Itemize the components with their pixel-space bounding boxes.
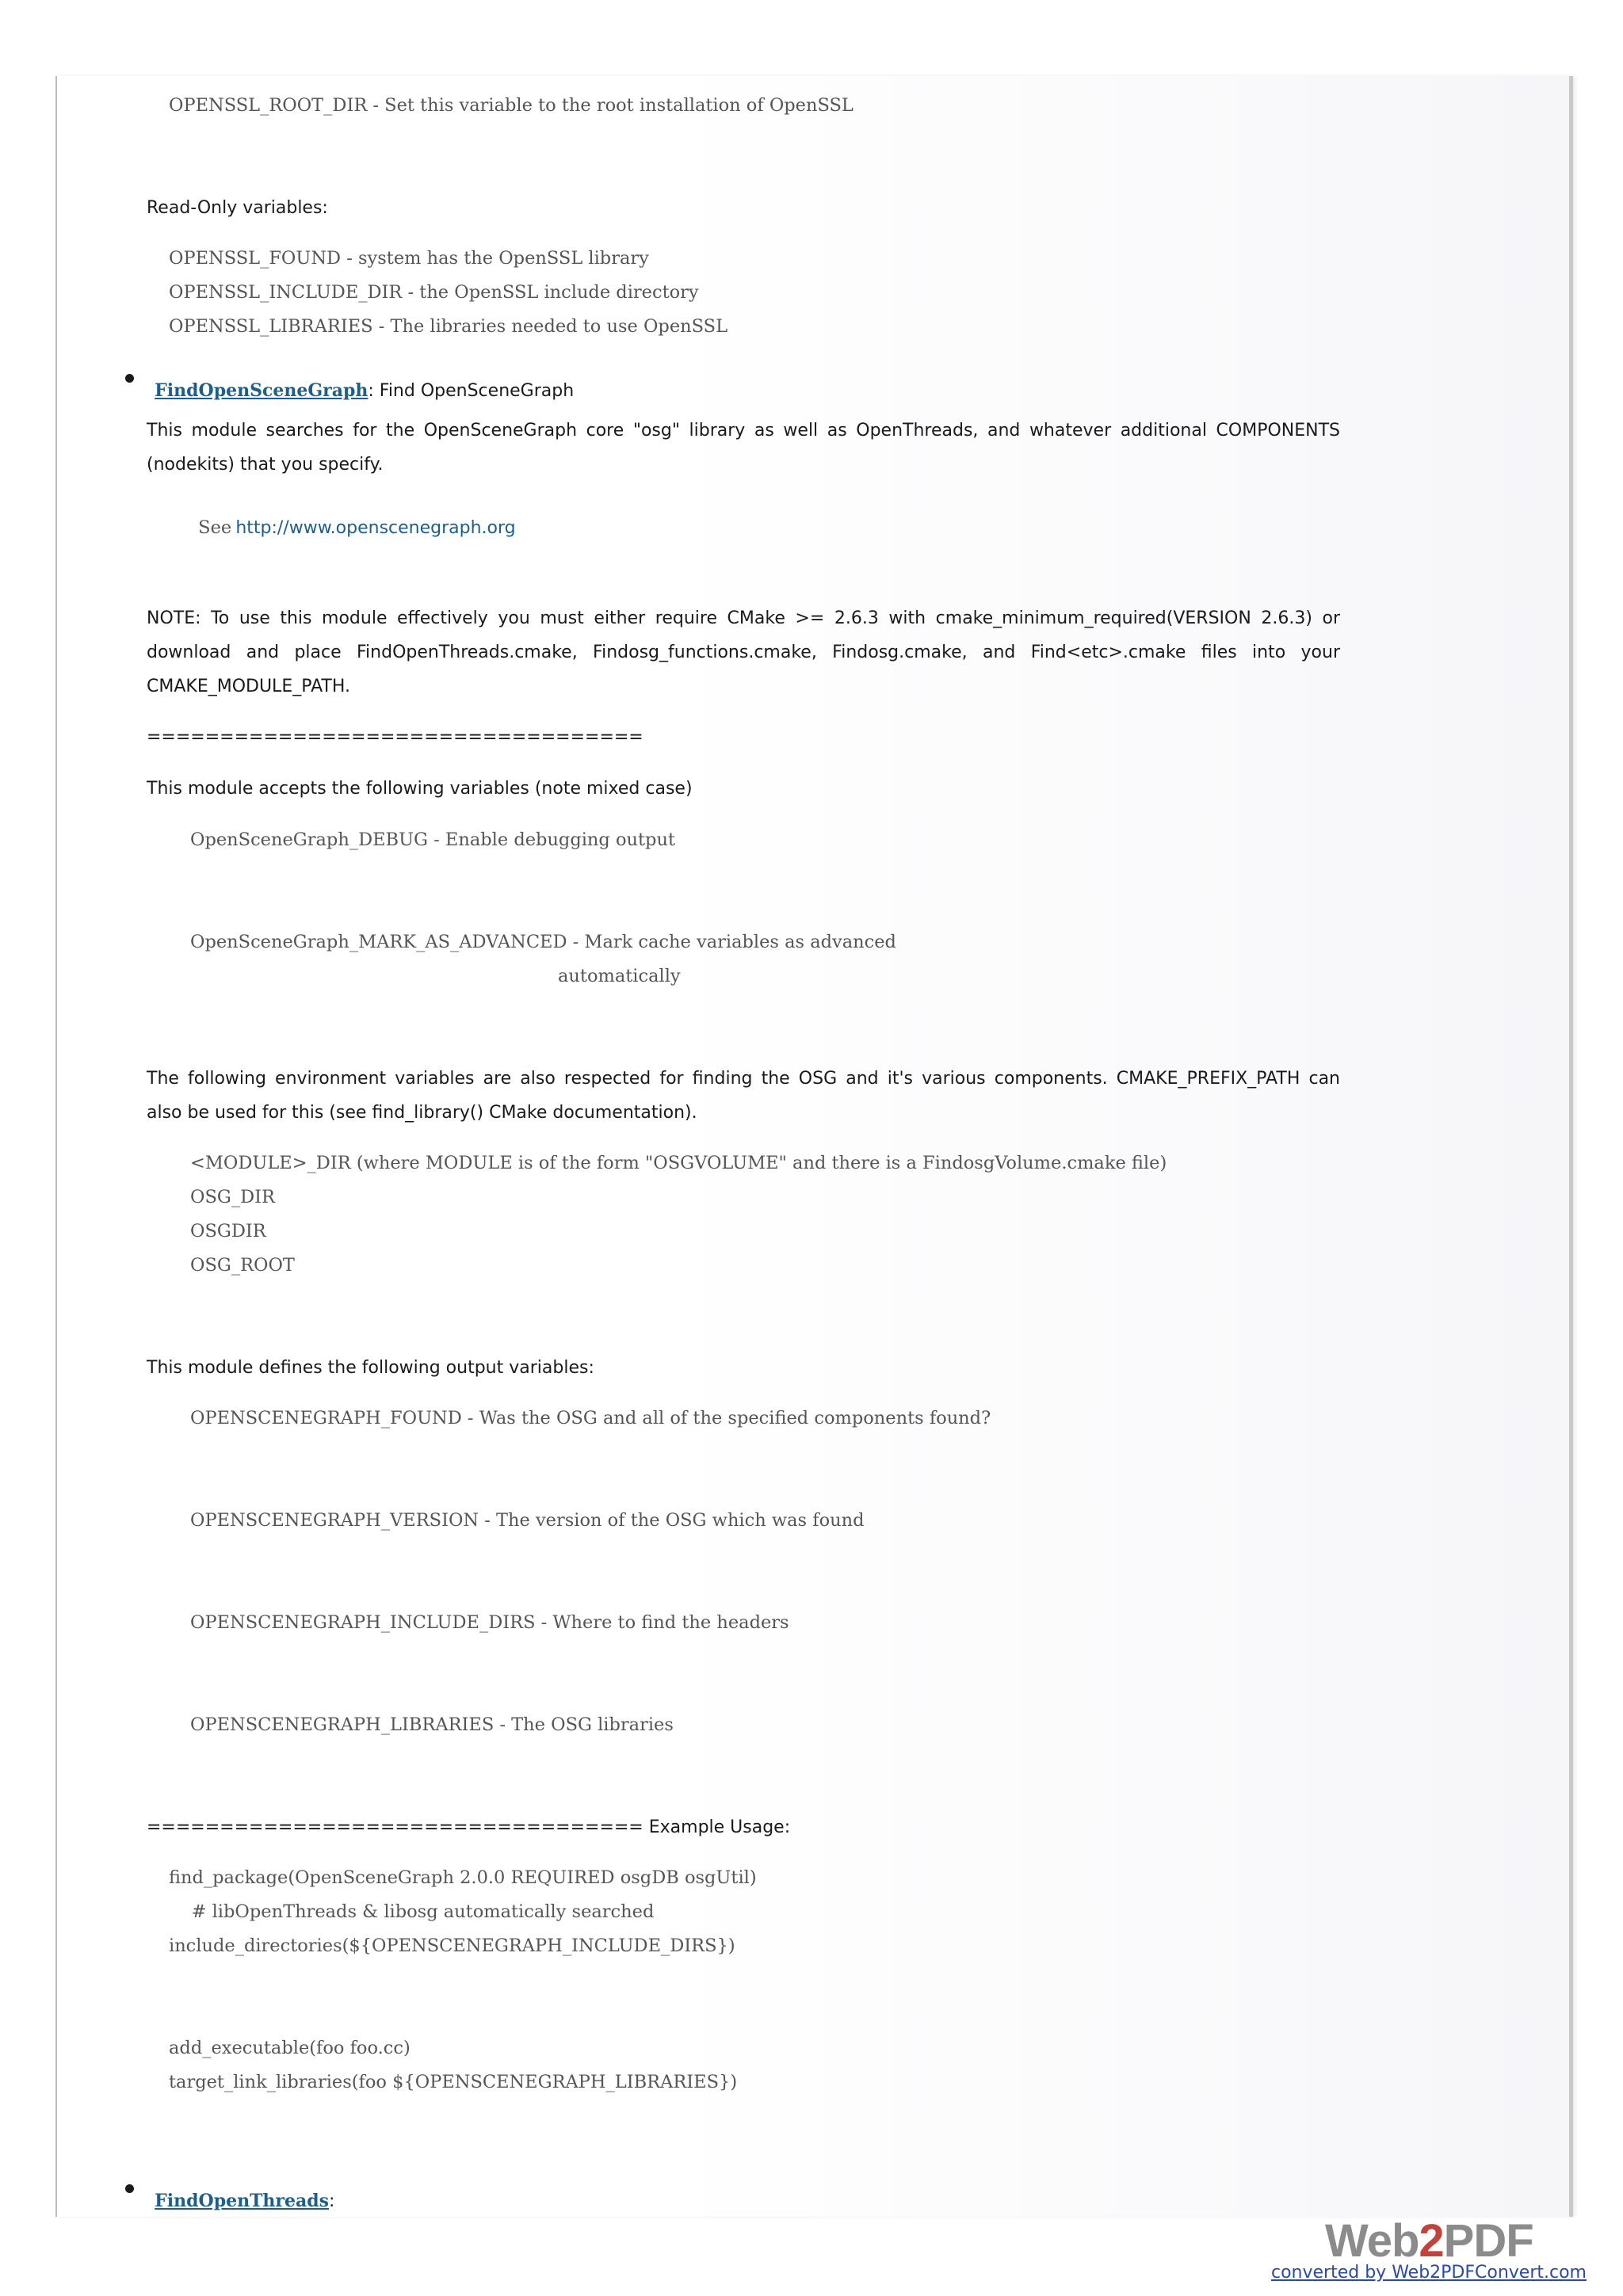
module-link-findopenscenegraph[interactable]: FindOpenSceneGraph — [155, 380, 369, 401]
env-var-item: <MODULE>_DIR (where MODULE is of the form "OSGVOLUME" and there is a FindosgVolume.cmake file) — [190, 1153, 1167, 1173]
logo-two-text: 2 — [1419, 2215, 1444, 2267]
logo-web-text: Web — [1325, 2215, 1419, 2267]
output-libraries-line: OPENSCENEGRAPH_LIBRARIES - The OSG libraries — [190, 1714, 674, 1735]
web2pdf-convert-link[interactable]: converted by Web2PDFConvert.com — [1271, 2263, 1587, 2283]
example-usage-heading: ================================== Example Usage: — [147, 1817, 791, 1837]
see-label: See — [198, 517, 232, 538]
accepts-heading: This module accepts the following variables (note mixed case) — [147, 779, 693, 799]
defines-heading: This module defines the following output variables: — [147, 1358, 594, 1378]
env-var-item: OSGDIR — [190, 1221, 266, 1241]
module-heading-openthreads — [147, 2180, 334, 2210]
module-link-findopenthreads[interactable]: FindOpenThreads — [155, 2191, 330, 2211]
logo-pdf-text: PDF — [1443, 2215, 1533, 2267]
code-line: include_directories(${OPENSCENEGRAPH_INCLUDE_DIRS}) — [169, 1936, 735, 1956]
env-var-item: OSG_DIR — [190, 1187, 275, 1207]
note-line-2: download and place FindOpenThreads.cmake, Findosg_functions.cmake, Findosg.cmake, and Find<etc>.cmake files into your — [147, 643, 1340, 662]
separator-line: ================================== — [147, 727, 643, 747]
intro-line-2: (nodekits) that you specify. — [147, 455, 384, 475]
mark-advanced-line-2: automatically — [558, 966, 681, 986]
code-line: # libOpenThreads & libosg automatically searched — [169, 1901, 655, 1922]
openssl-found-line: OPENSSL_FOUND - system has the OpenSSL library — [169, 248, 649, 269]
note-line-1: NOTE: To use this module effectively you must either require CMake >= 2.6.3 with cmake_minimum_required(VERSION 2.6.3) or — [147, 608, 1340, 628]
module-heading-openscenegraph — [147, 369, 574, 400]
output-version-line: OPENSCENEGRAPH_VERSION - The version of the OSG which was found — [190, 1510, 865, 1531]
openssl-include-dir-line: OPENSSL_INCLUDE_DIR - the OpenSSL include directory — [169, 282, 699, 303]
env-line-1: The following environment variables are also respected for finding the OSG and it's various components. CMAKE_PREFIX_PATH can — [147, 1069, 1340, 1089]
openssl-root-dir-line: OPENSSL_ROOT_DIR - Set this variable to the root installation of OpenSSL — [169, 95, 854, 116]
openscenegraph-website-link[interactable]: http://www.openscenegraph.org — [235, 518, 516, 538]
module-title: : — [329, 2191, 335, 2211]
debug-variable-line: OpenSceneGraph_DEBUG - Enable debugging output — [190, 830, 675, 850]
env-var-item: OSG_ROOT — [190, 1255, 295, 1276]
env-line-2: also be used for this (see find_library() CMake documentation). — [147, 1103, 697, 1123]
web2pdf-logo — [1325, 2215, 1533, 2267]
intro-line-1: This module searches for the OpenSceneGraph core "osg" library as well as OpenThreads, and whatever additional COMPONENTS — [147, 421, 1340, 441]
bullet-icon — [125, 2184, 134, 2193]
readonly-heading: Read-Only variables: — [147, 198, 328, 218]
code-line: add_executable(foo foo.cc) — [169, 2038, 411, 2058]
module-title: : Find OpenSceneGraph — [368, 381, 575, 401]
mark-advanced-line-1: OpenSceneGraph_MARK_AS_ADVANCED - Mark cache variables as advanced — [190, 932, 896, 952]
code-line: find_package(OpenSceneGraph 2.0.0 REQUIRED osgDB osgUtil) — [169, 1867, 757, 1888]
bullet-icon — [125, 374, 134, 383]
openssl-libraries-line: OPENSSL_LIBRARIES - The libraries needed to use OpenSSL — [169, 316, 728, 337]
output-include-dirs-line: OPENSCENEGRAPH_INCLUDE_DIRS - Where to find the headers — [190, 1612, 789, 1633]
output-found-line: OPENSCENEGRAPH_FOUND - Was the OSG and all of the specified components found? — [190, 1408, 991, 1428]
see-line — [190, 506, 516, 537]
code-line: target_link_libraries(foo ${OPENSCENEGRAPH_LIBRARIES}) — [169, 2072, 738, 2092]
note-line-3: CMAKE_MODULE_PATH. — [147, 677, 351, 696]
